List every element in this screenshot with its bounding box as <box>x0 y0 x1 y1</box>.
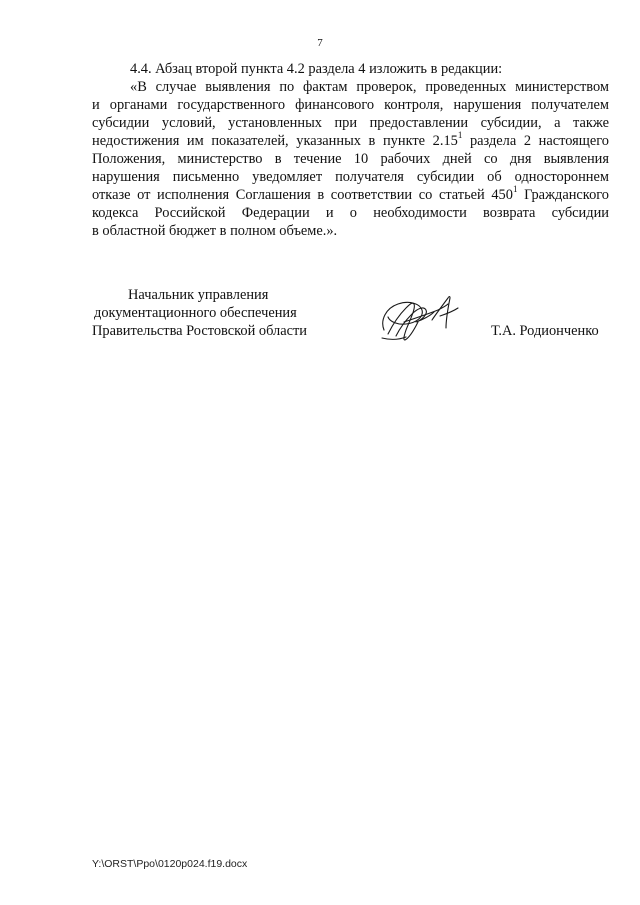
superscript-1: 1 <box>457 130 463 141</box>
amendment-line-with-superscript <box>92 186 609 204</box>
page-number: 7 <box>317 37 323 49</box>
signatory-name: Т.А. Родионченко <box>491 323 599 339</box>
amendment-line: и органами государственного финансового контроля, нарушения получателем <box>92 97 609 113</box>
amendment-line-with-superscript <box>92 132 609 150</box>
handwritten-signature <box>376 290 462 348</box>
amendment-line: Положения, министерство в течение 10 рабочих дней со дня выявления <box>92 151 609 167</box>
amendment-heading: 4.4. Абзац второй пункта 4.2 раздела 4 изложить в редакции: <box>130 61 503 77</box>
amendment-line: кодекса Российской Федерации и о необходимости возврата субсидии <box>92 205 609 221</box>
signatory-position <box>92 286 307 340</box>
position-line-3: Правительства Ростовской области <box>92 323 307 339</box>
amendment-line-part: Гражданского <box>517 187 610 203</box>
amendment-line-part: отказе от исполнения Соглашения в соответствии со статьей 450 <box>92 187 513 203</box>
position-line-2: документационного обеспечения <box>94 305 297 321</box>
superscript-1: 1 <box>512 184 518 195</box>
document-file-path: Y:\ORST\Ppo\0120p024.f19.docx <box>92 858 248 870</box>
amendment-line-last: в областной бюджет в полном объеме.». <box>92 223 338 239</box>
position-line-1: Начальник управления <box>128 287 269 303</box>
amendment-line: субсидии условий, установленных при предоставлении субсидии, а также <box>92 115 609 131</box>
amendment-line-part: недостижения им показателей, указанных в пункте 2.15 <box>92 133 458 149</box>
amendment-line: «В случае выявления по фактам проверок, проведенных министерством <box>130 79 609 95</box>
amendment-text <box>92 60 609 240</box>
amendment-line-part: раздела 2 настоящего <box>462 133 609 149</box>
amendment-line: нарушения письменно уведомляет получателя субсидии об одностороннем <box>92 169 609 185</box>
